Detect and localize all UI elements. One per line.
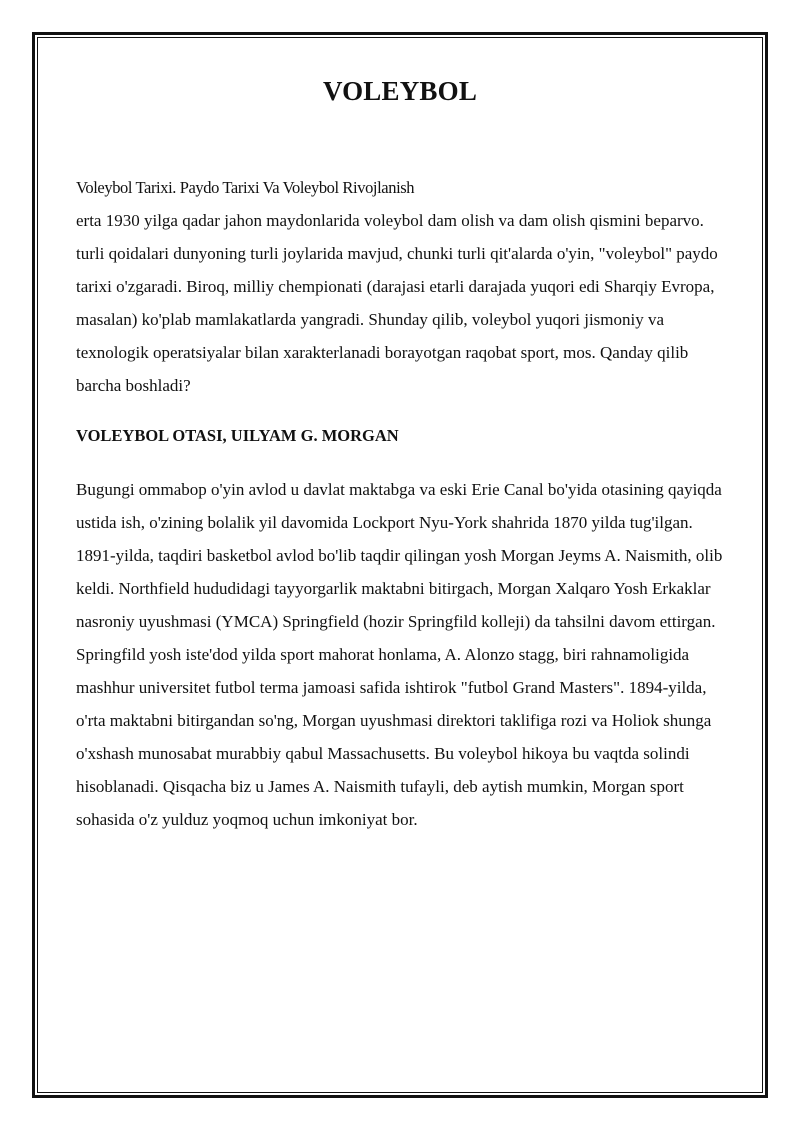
document-title: VOLEYBOL bbox=[322, 76, 478, 106]
paragraph-history: erta 1930 yilga qadar jahon maydonlarida voleybol dam olish va dam olish qismini beparvo. turli qoidalari dunyoning turli joylarida mavjud, chunki turli qit'alarda o'yin, "voleybol" paydo tarixi o'zgaradi. Biroq, milliy chempionati (darajasi etarli darajada yuqori edi Sharqiy Evropa, masalan) ko'plab mamlakatlarda yangradi. Shunday qilib, voleybol yuqori jismoniy va texnologik operatsiyalar bilan xarakterlanadi borayotgan raqobat sport, mos. Qanday qilib barcha boshladi? bbox=[76, 211, 718, 395]
paragraph-morgan: Bugungi ommabop o'yin avlod u davlat maktabga va eski Erie Canal bo'yida otasining qayiqda ustida ish, o'zining bolalik yil davomida Lockport Nyu-York shahrida 1870 yilda tug'ilgan. 1891-yilda, taqdiri basketbol avlod bo'lib taqdir qilingan yosh Morgan Jeyms A. Naismith, olib keldi. Northfield hududidagi tayyorgarlik maktabni bitirgach, Morgan Xalqaro Yosh Erkaklar nasroniy uyushmasi (YMCA) Springfield (hozir Springfild kolleji) da tahsilni davom ettirgan. Springfild yosh iste'dod yilda sport mahorat honlama, A. Alonzo stagg, biri rahnamoligida mashhur universitet futbol terma jamoasi safida ishtirok "futbol Grand Masters". 1894-yilda, o'rta maktabni bitirgandan so'ng, Morgan uyushmasi direktori taklifiga rozi va Holiok shunga o'xshash munosabat murabbiy qabul Massachusetts. Bu voleybol hikoya bu vaqtda solindi hisoblanadi. Qisqacha biz u James A. Naismith tufayli, deb aytish mumkin, Morgan sport sohasida o'z yulduz yoqmoq uchun imkoniyat bor. bbox=[76, 480, 723, 829]
document-subtitle: Voleybol Tarixi. Paydo Tarixi Va Voleybol Rivojlanish bbox=[76, 178, 415, 197]
section-heading-morgan: VOLEYBOL OTASI, UILYAM G. MORGAN bbox=[76, 426, 399, 445]
